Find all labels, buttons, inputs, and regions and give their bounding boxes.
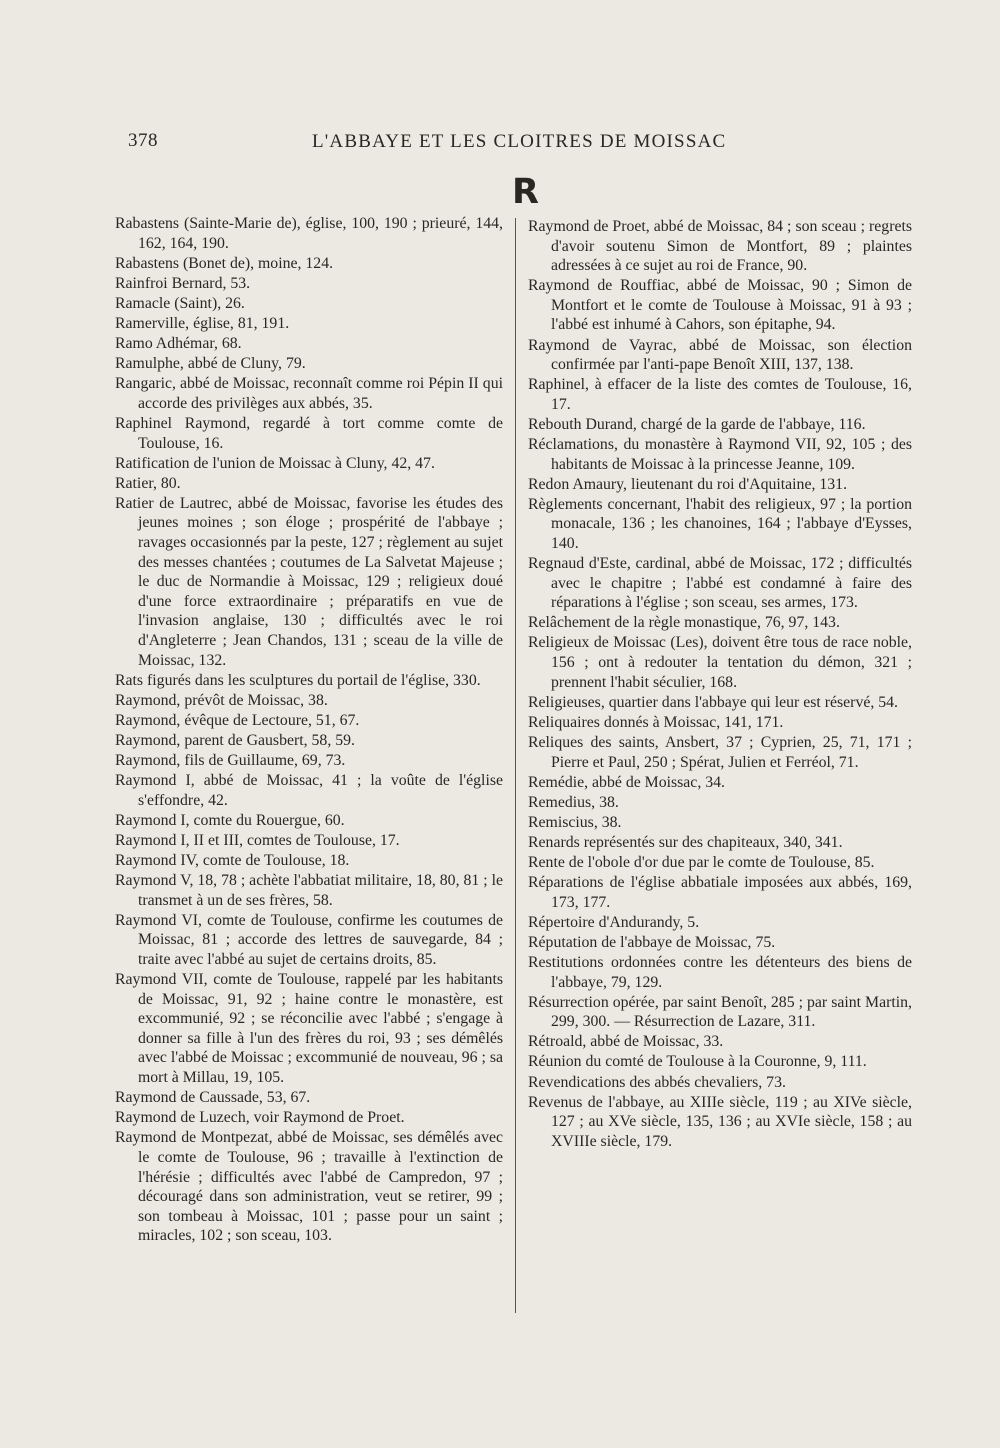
index-entry: Raymond, évêque de Lectoure, 51, 67. — [115, 711, 360, 729]
index-entry: Renards représentés sur des chapiteaux, 340, 341. — [528, 833, 843, 851]
index-entry: Rats figurés dans les sculptures du portail de l'église, 330. — [115, 671, 481, 689]
index-entry: Revenus de l'abbaye, au XIIIe siècle, 119 ; au XIVe siècle, 127 ; au XVe siècle, 135, 136 ; au XVIe siècle, 158 ; au XVIIIe siècle, 179. — [528, 1093, 912, 1150]
index-entry: Rente de l'obole d'or due par le comte de Toulouse, 85. — [528, 854, 875, 871]
index-entry: Raymond de Luzech, voir Raymond de Proet. — [115, 1109, 405, 1127]
index-entry: Raymond, parent de Gausbert, 58, 59. — [115, 731, 355, 749]
index-entry: Raymond de Proet, abbé de Moissac, 84 ; son sceau ; regrets d'avoir soutenu Simon de Montfort, 89 ; plaintes adressées à ce sujet au roi de France, 90. — [528, 218, 912, 275]
index-entry: Reliques des saints, Ansbert, 37 ; Cyprien, 25, 71, 171 ; Pierre et Paul, 250 ; Spérat, Julien et Ferréol, 71. — [528, 733, 912, 771]
index-entry: Rétroald, abbé de Moissac, 33. — [528, 1033, 724, 1051]
index-entry: Rainfroi Bernard, 53. — [115, 274, 251, 292]
left-index-column — [115, 214, 503, 1246]
index-entry: Réputation de l'abbaye de Moissac, 75. — [528, 933, 776, 951]
index-entry: Regnaud d'Este, cardinal, abbé de Moissac, 172 ; difficultés avec le chapitre ; l'abbé est condamné à faire des réparations à l'église ; son sceau, ses armes, 173. — [528, 555, 912, 612]
index-entry: Rangaric, abbé de Moissac, reconnaît comme roi Pépin II qui accorde des privilèges aux abbés, 35. — [115, 375, 503, 412]
index-entry: Revendications des abbés chevaliers, 73. — [528, 1073, 786, 1091]
index-entry: Remédie, abbé de Moissac, 34. — [528, 773, 725, 791]
index-entry: Restitutions ordonnées contre les détenteurs des biens de l'abbaye, 79, 129. — [528, 953, 912, 991]
index-entry: Ratier, 80. — [115, 474, 181, 492]
index-entry: Reliquaires donnés à Moissac, 141, 171. — [528, 713, 784, 731]
index-entry: Raymond de Montpezat, abbé de Moissac, ses démêlés avec le comte de Toulouse, 96 ; travaille à l'extinction de l'hérésie ; difficultés avec l'abbé de Campredon, 97 ; découragé dans son administration, veut se retirer, 99 ; son tombeau à Moissac, 101 ; passe pour un saint ; miracles, 102 ; son sceau, 103. — [115, 1129, 503, 1245]
index-entry: Raphinel Raymond, regardé à tort comme comte de Toulouse, 16. — [115, 414, 503, 452]
column-divider — [515, 218, 516, 1313]
index-entry: Raymond de Rouffiac, abbé de Moissac, 90 ; Simon de Montfort et le comte de Toulouse à Moissac, 91 à 93 ; l'abbé est inhumé à Cahors, son épitaphe, 94. — [528, 277, 912, 334]
index-entry: Ramerville, église, 81, 191. — [115, 314, 290, 332]
index-entry: Rebouth Durand, chargé de la garde de l'abbaye, 116. — [528, 415, 866, 433]
index-entry: Remedius, 38. — [528, 793, 619, 811]
index-entry: Raymond I, II et III, comtes de Toulouse, 17. — [115, 831, 400, 849]
index-entry: Ramulphe, abbé de Cluny, 79. — [115, 355, 306, 373]
index-entry: Résurrection opérée, par saint Benoît, 285 ; par saint Martin, 299, 300. — Résurrection de Lazare, 311. — [528, 993, 912, 1031]
running-title: L'ABBAYE ET LES CLOITRES DE MOISSAC — [312, 131, 727, 152]
index-entry: Ramo Adhémar, 68. — [115, 335, 242, 353]
index-entry: Raymond V, 18, 78 ; achète l'abbatiat militaire, 18, 80, 81 ; le transmet à un de ses frères, 58. — [115, 872, 503, 909]
index-entry: Raymond, prévôt de Moissac, 38. — [115, 691, 328, 709]
index-entry: Religieux de Moissac (Les), doivent être tous de race noble, 156 ; ont à redouter la tentation du démon, 321 ; prennent l'habit séculier, 168. — [528, 634, 912, 691]
index-entry: Réunion du comté de Toulouse à la Couronne, 9, 111. — [528, 1053, 867, 1071]
index-entry: Ratier de Lautrec, abbé de Moissac, favorise les études des jeunes moines ; son éloge ; prospérité de l'abbaye ; ravages occasionnés par la peste, 127 ; règlement au sujet des messes chantées ; coutumes de La Salvetat Majeuse ; le duc de Normandie à Moissac, 129 ; religieux doué d'une force extraordinaire ; préparatifs en vue de l'invasion anglaise, 130 ; difficultés avec le roi d'Angleterre ; Jean Chandos, 131 ; sceau de la ville de Moissac, 132. — [115, 494, 503, 669]
index-entry: Réclamations, du monastère à Raymond VII, 92, 105 ; des habitants de Moissac à la princesse Jeanne, 109. — [528, 436, 912, 473]
index-entry: Religieuses, quartier dans l'abbaye qui leur est réservé, 54. — [528, 693, 899, 711]
index-entry: Redon Amaury, lieutenant du roi d'Aquitaine, 131. — [528, 475, 848, 493]
index-entry: Raymond I, comte du Rouergue, 60. — [115, 811, 345, 829]
index-entry: Raymond VII, comte de Toulouse, rappelé par les habitants de Moissac, 91, 92 ; haine contre le monastère, est excommunié, 92 ; se réconcilie avec l'abbé ; s'engage à donner sa fille à l'un des frères du roi, 93 ; ses démêlés avec l'abbé de Moissac ; excommunié de nouveau, 96 ; sa mort à Millau, 19, 105. — [115, 971, 503, 1087]
index-entry: Réparations de l'église abbatiale imposées aux abbés, 169, 173, 177. — [528, 874, 912, 911]
section-letter: R — [512, 172, 539, 212]
page-number: 378 — [128, 130, 158, 151]
index-entry: Rabastens (Bonet de), moine, 124. — [115, 254, 334, 272]
index-entry: Raymond de Vayrac, abbé de Moissac, son élection confirmée par l'anti-pape Benoît XIII, 137, 138. — [528, 336, 912, 374]
index-entry: Raymond VI, comte de Toulouse, confirme les coutumes de Moissac, 81 ; accorde des lettres de sauvegarde, 84 ; traite avec l'abbé au sujet de certains droits, 85. — [115, 911, 503, 968]
index-entry: Ramacle (Saint), 26. — [115, 294, 245, 312]
index-entry: Raymond I, abbé de Moissac, 41 ; la voûte de l'église s'effondre, 42. — [115, 772, 503, 809]
index-entry: Raymond, fils de Guillaume, 69, 73. — [115, 752, 346, 770]
index-entry: Répertoire d'Andurandy, 5. — [528, 913, 700, 931]
index-entry: Remiscius, 38. — [528, 813, 622, 831]
index-entry: Règlements concernant, l'habit des religieux, 97 ; la portion monacale, 136 ; les chanoines, 164 ; l'abbaye d'Eysses, 140. — [528, 495, 912, 552]
index-entry: Relâchement de la règle monastique, 76, 97, 143. — [528, 614, 840, 632]
index-entry: Raymond de Caussade, 53, 67. — [115, 1089, 311, 1107]
index-entry: Rabastens (Sainte-Marie de), église, 100, 190 ; prieuré, 144, 162, 164, 190. — [115, 215, 503, 252]
index-entry: Ratification de l'union de Moissac à Cluny, 42, 47. — [115, 454, 435, 472]
right-index-column — [528, 217, 912, 1152]
index-entry: Raphinel, à effacer de la liste des comtes de Toulouse, 16, 17. — [528, 376, 912, 413]
index-entry: Raymond IV, comte de Toulouse, 18. — [115, 852, 350, 869]
